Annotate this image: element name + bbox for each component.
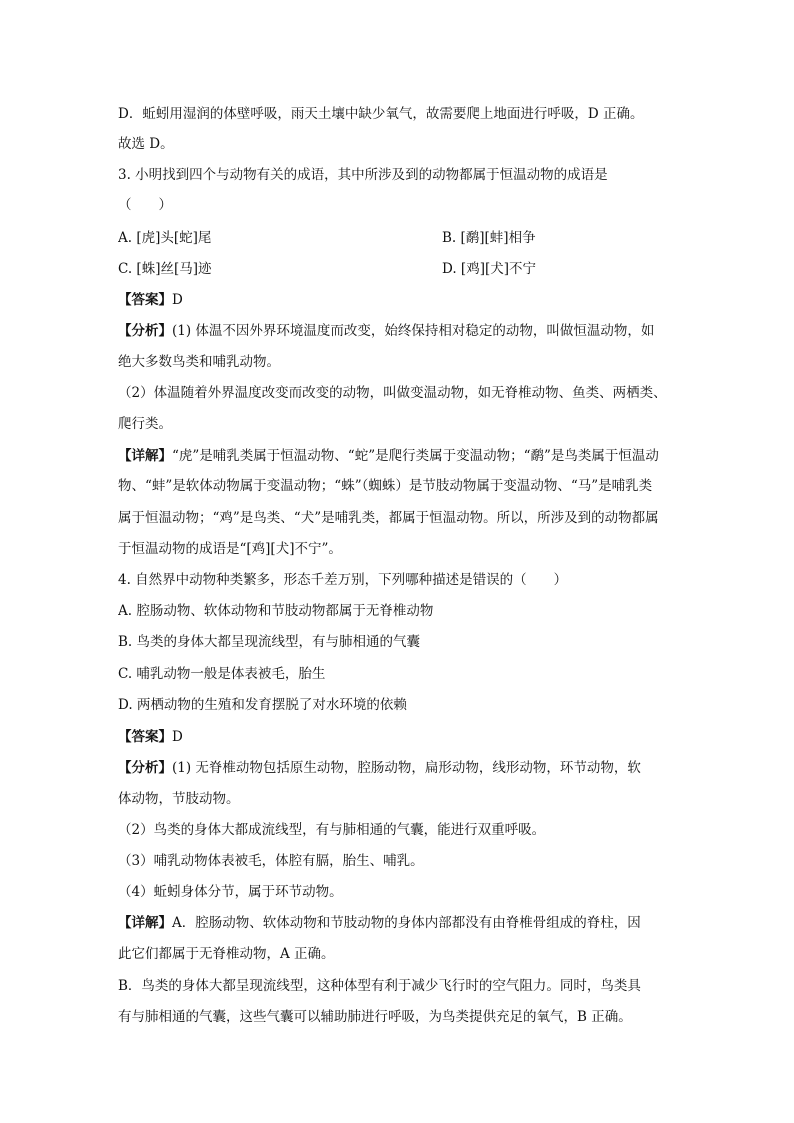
- q3-analysis-2b: 爬行类。: [118, 416, 172, 432]
- q3-option-c: C. [蛛]丝[马]迹: [118, 261, 212, 277]
- q4-option-a: A. 腔肠动物、软体动物和节肢动物都属于无脊椎动物: [118, 603, 434, 619]
- q4-analysis-2: （2）鸟类的身体大都成流线型，有与肺相通的气囊，能进行双重呼吸。: [118, 822, 546, 838]
- q4-answer: [118, 727, 694, 747]
- analysis-tag: 【分析】: [118, 760, 172, 776]
- q4-detail-2: B．鸟类的身体大都呈现流线型，这种体型有利于减少飞行时的空气阻力。同时，鸟类具: [118, 978, 641, 994]
- q4-analysis-4: （4）蚯蚓身体分节，属于环节动物。: [118, 884, 343, 900]
- q3-detail-2: 物、“蚌”是软体动物属于变温动物；“蛛”（蜘蛛）是节肢动物属于变温动物、“马”是哺乳类: [118, 478, 653, 494]
- q4-detail-1: 【详解】A．腔肠动物、软体动物和节肢动物的身体内部都没有由脊椎骨组成的脊柱，因: [118, 915, 641, 931]
- q3-detail-1: 【详解】“虎”是哺乳类属于恒温动物、“蛇”是爬行类属于变温动物；“鹬”是鸟类属于恒温动: [118, 448, 659, 464]
- question-3-paren: （ ）: [118, 197, 172, 213]
- q3-option-d: D. [鸡][犬]不宁: [442, 261, 536, 277]
- analysis-tag: 【分析】: [118, 323, 172, 339]
- answer-value: D: [172, 292, 183, 308]
- q4-option-c: C. 哺乳动物一般是体表被毛，胎生: [118, 666, 326, 682]
- answer-value: D: [172, 729, 183, 745]
- q3-answer: [118, 290, 694, 310]
- question-3: 3. 小明找到四个与动物有关的成语，其中所涉及到的动物都属于恒温动物的成语是: [118, 167, 608, 183]
- question-4: 4. 自然界中动物种类繁多，形态千差万别，下列哪种描述是错误的（ ）: [118, 572, 568, 588]
- detail-tag: 【详解】: [118, 915, 172, 931]
- q4-detail-2b: 有与肺相通的气囊，这些气囊可以辅助肺进行呼吸，为鸟类提供充足的氧气，B 正确。: [118, 1009, 632, 1025]
- q4-analysis-1b: 体动物，节肢动物。: [118, 791, 240, 807]
- prev-conclusion: 故选 D。: [118, 136, 174, 152]
- q3-option-a: A. [虎]头[蛇]尾: [118, 230, 212, 246]
- answer-tag: 【答案】: [118, 292, 172, 308]
- answer-tag: 【答案】: [118, 729, 172, 745]
- q3-analysis-1b: 绝大多数鸟类和哺乳动物。: [118, 354, 280, 370]
- q3-analysis-1: 【分析】(1) 体温不因外界环境温度而改变，始终保持相对稳定的动物，叫做恒温动物，如: [118, 323, 655, 339]
- q3-analysis-2: （2）体温随着外界温度改变而改变的动物，叫做变温动物，如无脊椎动物、鱼类、两栖类、: [118, 385, 667, 401]
- q3-detail-4: 于恒温动物的成语是“[鸡][犬]不宁”。: [118, 541, 342, 557]
- q4-option-b: B. 鸟类的身体大都呈现流线型，有与肺相通的气囊: [118, 634, 421, 650]
- q4-analysis-3: （3）哺乳动物体表被毛，体腔有膈，胎生、哺乳。: [118, 853, 424, 869]
- prev-answer-d: D．蚯蚓用湿润的体壁呼吸，雨天土壤中缺少氧气，故需要爬上地面进行呼吸，D 正确。: [118, 106, 644, 122]
- detail-tag: 【详解】: [118, 448, 172, 464]
- q4-analysis-1: 【分析】(1) 无脊椎动物包括原生动物，腔肠动物，扁形动物，线形动物，环节动物，软: [118, 760, 641, 776]
- q4-detail-1b: 此它们都属于无脊椎动物，A 正确。: [118, 946, 335, 962]
- q3-detail-3: 属于恒温动物；“鸡”是鸟类、“犬”是哺乳类，都属于恒温动物。所以，所涉及到的动物都属: [118, 510, 659, 526]
- q3-option-b: B. [鹬][蚌]相争: [442, 230, 536, 246]
- q4-option-d: D. 两栖动物的生殖和发育摆脱了对水环境的依赖: [118, 697, 407, 713]
